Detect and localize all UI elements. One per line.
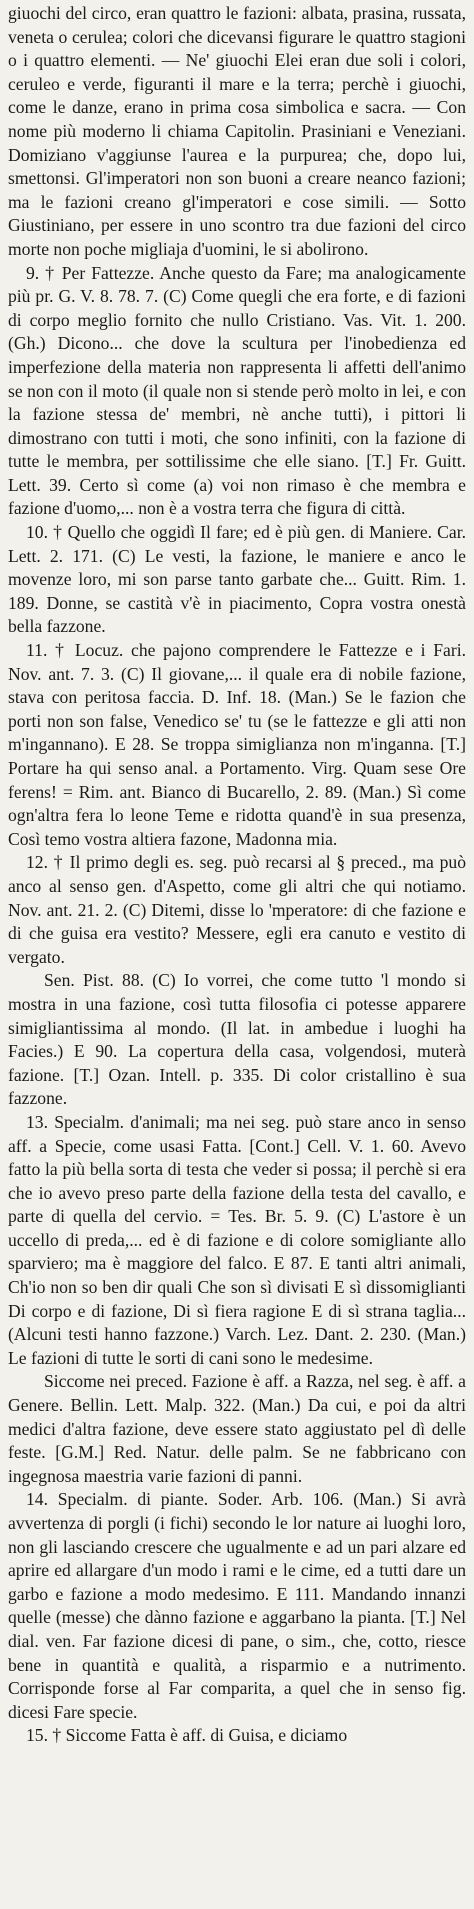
paragraph-sense-12: 12. † Il primo degli es. seg. può recarsi al § preced., ma può anco al senso gen. d'Aspetto, come gli altri che qui notiamo. Nov. ant. 21. 2. (C) Ditemi, disse lo 'mperatore: di che fazione e di che guisa era vestito? Messere, egli era canuto e vestito di vergato. xyxy=(8,852,466,967)
paragraph-sense-14: 14. Specialm. di piante. Soder. Arb. 106. (Man.) Si avrà avvertenza di porgli (i fichi) secondo le lor nature ai luoghi loro, non gli lasciando crescere che ugualmente e ad un pari alzare ed aprire ed allargare d'un modo i rami e le cime, ed a tutti dare un garbo e fazione a modo medesimo. E 111. Mandando innanzi quelle (messe) che dànno fazione e aggarbano la pianta. [T.] Nel dial. ven. Far fazione dicesi di pane, o sim., che, cotto, riesce bene in quantità e qualità, a risparmio e a nutrimento. Corrisponde forse al Far comparita, a quel che in senso fig. dicesi Fare specie. xyxy=(8,1489,466,1722)
paragraph-continuation: giuochi del circo, eran quattro le fazioni: albata, prasina, russata, veneta o cerulea; colori che dicevansi figurare le quattro stagioni o i quattro elementi. — Ne' giuochi Elei eran due soli i colori, ceruleo e verde, figuranti il mare e la terra; perchè i giuochi, come le danze, erano in prima cosa simbolica e sacra. — Con nome più moderno li chiama Capitolin. Prasiniani e Veneziani. Domiziano v'aggiunse l'aurea e la purpurea; che, dopo lui, smettonsi. Gl'imperatori non son buoni a creare neanco fazioni; ma le fazioni creano gl'imperatori e cose simili. — Sotto Giustiniano, per essere in uno scontro tra due fazioni del circo morte non poche migliaja d'uomini, le si abolirono. xyxy=(8,3,466,259)
paragraph-sense-13-sub: Siccome nei preced. Fazione è aff. a Razza, nel seg. è aff. a Genere. Bellin. Lett. Malp. 322. (Man.) Da cui, e poi da altri medici d'altra fazione, deve essere stato aggiustato pel dì delle feste. [G.M.] Red. Natur. delle palm. Se ne fabbricano con ingegnosa maestria varie fazioni di panni. xyxy=(8,1371,466,1486)
paragraph-sense-9: 9. † Per Fattezze. Anche questo da Fare; ma analogicamente più pr. G. V. 8. 78. 7. (C) Come quegli che era forte, e di fazioni di corpo meglio fornito che nullo Cristiano. Vas. Vit. 1. 200. (Gh.) Dicono... che dove la scultura per l'inobedienza ed imperfezione della materia non rappresenta li affetti dell'animo se non con il moto (il quale non si stende però molto in lei, e con la fazione stessa de' membri, nè anche tutti), i pittori li dimostrano con tutti i moti, che sono infiniti, con la fazione di tutte le membra, per sottilissime che elle siano. [T.] Fr. Guitt. Lett. 39. Certo sì come (a) voi non rimaso è che membra e fazione d'uomo,... non è a vostra terra che figura di città. xyxy=(8,262,466,519)
paragraph-sense-13: 13. Specialm. d'animali; ma nei seg. può stare anco in senso aff. a Specie, come usasi Fatta. [Cont.] Cell. V. 1. 60. Avevo fatto la più bella sorta di testa che veder si possa; il perchè si era che io avevo preso parte della fazione della testa del cavallo, e parte di quella del cervio. = Tes. Br. 5. 9. (C) L'astore è un uccello di preda,... ed è di fazione e di colore somigliante allo sparviero; ma è maggiore del falco. E 87. E tanti altri animali, Ch'io non so ben dir quali Che son sì divisati E sì dissomiglianti Di corpo e di fazione, Di sì fiera ragione E di sì strana taglia... (Alcuni testi hanno fazzone.) Varch. Lez. Dant. 2. 230. (Man.) Le fazioni di tutte le sorti di cani sono le medesime. xyxy=(8,1111,466,1368)
paragraph-sense-12-sub: Sen. Pist. 88. (C) Io vorrei, che come tutto 'l mondo si mostra in una fazione, così tutta filosofia ci potesse apparere simigliantissima al mondo. (Il lat. in ambedue i luoghi ha Facies.) E 90. La copertura della casa, volgendosi, muterà fazione. [T.] Ozan. Intell. p. 335. Di color cristallino è sua fazzone. xyxy=(8,970,466,1109)
paragraph-sense-15: 15. † Siccome Fatta è aff. di Guisa, e diciamo xyxy=(26,1725,348,1746)
paragraph-sense-11: 11. † Locuz. che pajono comprendere le Fattezze e i Fari. Nov. ant. 7. 3. (C) Il giovane,... il quale era di nobile fazione, stava con peritosa faccia. D. Inf. 18. (Man.) Se le fazion che porti non son false, Venedico se' tu (se le fattezze e gli atti non m'ingannano). E 28. Se troppa simiglianza non m'inganna. [T.] Portare ha qui senso anal. a Portamento. Virg. Quam sese Ore ferens! = Rim. ant. Bianco di Bucarello, 2. 89. (Man.) Sì come ogn'altra fera lo leone Teme e ridotta quand'è in sua presenza, Così temo vostra altiera fazone, Madonna mia. xyxy=(8,640,466,849)
paragraph-sense-10: 10. † Quello che oggidì Il fare; ed è più gen. di Maniere. Car. Lett. 2. 171. (C) Le vesti, la fazione, le maniere e anco le movenze loro, mi son parse tanto garbate che... Guitt. Rim. 1. 189. Donne, se castità v'è in piacimento, Copra vostra onestà bella fazzone. xyxy=(8,522,466,637)
